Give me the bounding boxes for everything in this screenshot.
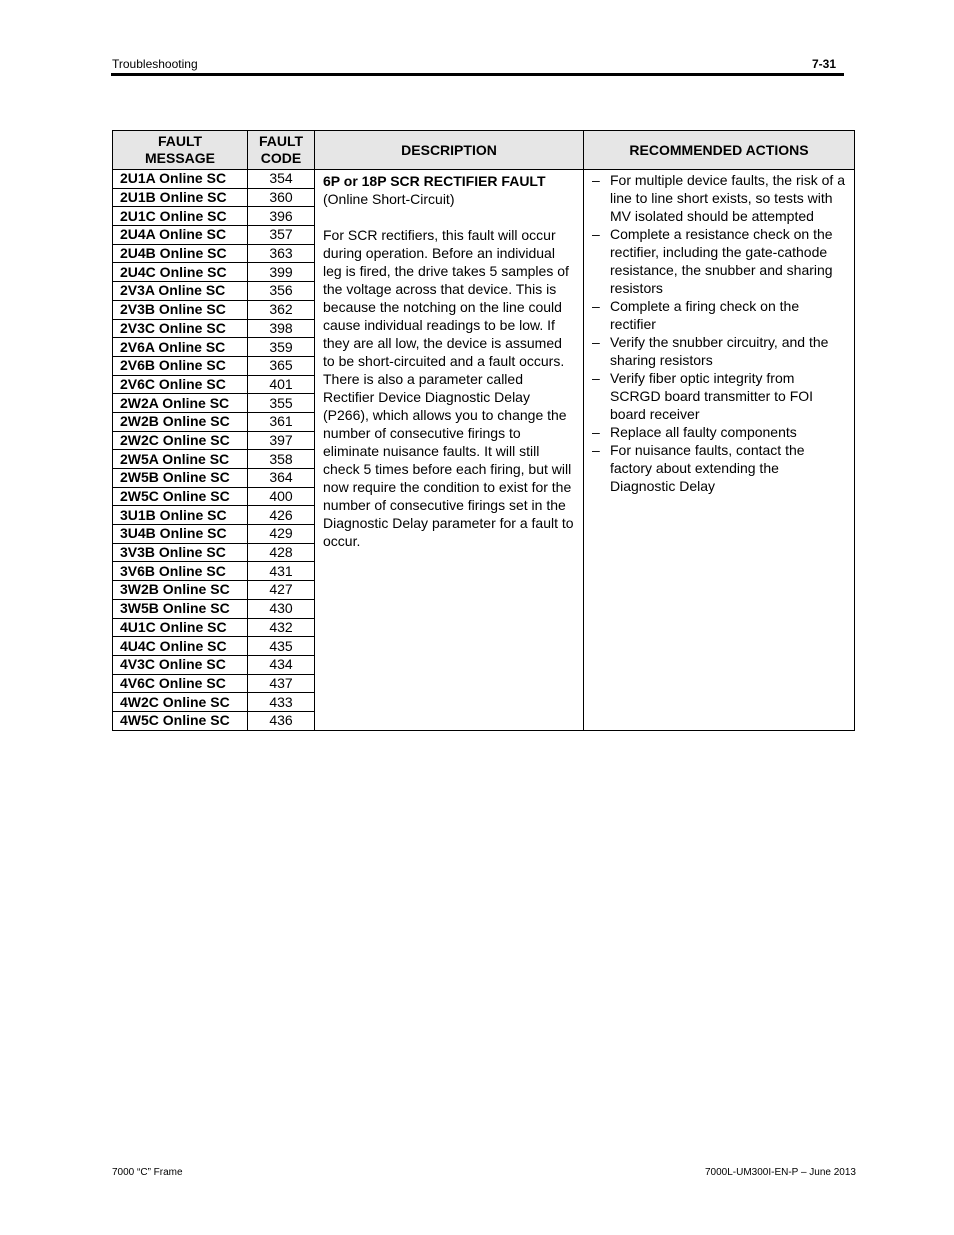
fault-code: 428 — [248, 543, 315, 562]
fault-message: 4U1C Online SC — [113, 618, 248, 637]
action-item — [592, 297, 848, 333]
description-cell — [315, 170, 584, 731]
fault-message: 2V3A Online SC — [113, 282, 248, 301]
col-header-fault-code: FAULT CODE — [248, 131, 315, 170]
fault-code: 358 — [248, 450, 315, 469]
fault-message: 3W2B Online SC — [113, 581, 248, 600]
recommended-actions-cell — [584, 170, 855, 731]
footer-left: 7000 “C” Frame — [112, 1167, 183, 1178]
fault-code: 426 — [248, 506, 315, 525]
fault-message: 4W5C Online SC — [113, 711, 248, 730]
fault-message: 2V6C Online SC — [113, 375, 248, 394]
fault-code: 397 — [248, 431, 315, 450]
fault-message: 3U1B Online SC — [113, 506, 248, 525]
fault-code: 427 — [248, 581, 315, 600]
fault-message: 3V6B Online SC — [113, 562, 248, 581]
fault-code: 401 — [248, 375, 315, 394]
fault-code: 398 — [248, 319, 315, 338]
dash-bullet: – — [592, 370, 600, 386]
fault-message: 2W5A Online SC — [113, 450, 248, 469]
dash-bullet: – — [592, 442, 600, 458]
fault-message: 2V6B Online SC — [113, 356, 248, 375]
fault-code: 361 — [248, 412, 315, 431]
footer-right: 7000L-UM300I-EN-P – June 2013 — [704, 1167, 856, 1178]
description-spacer — [323, 208, 577, 226]
fault-message: 3V3B Online SC — [113, 543, 248, 562]
header-section-title: Troubleshooting — [112, 57, 198, 71]
fault-code: 434 — [248, 655, 315, 674]
recommended-actions-list — [592, 171, 848, 495]
fault-code: 433 — [248, 693, 315, 712]
fault-message: 2W5B Online SC — [113, 469, 248, 488]
fault-table — [112, 130, 855, 731]
fault-message: 4U4C Online SC — [113, 637, 248, 656]
action-item — [592, 225, 848, 297]
fault-message: 2V3C Online SC — [113, 319, 248, 338]
fault-code: 360 — [248, 188, 315, 207]
fault-code: 400 — [248, 487, 315, 506]
fault-message: 4V6C Online SC — [113, 674, 248, 693]
fault-message: 2W2B Online SC — [113, 412, 248, 431]
fault-message: 2V3B Online SC — [113, 300, 248, 319]
fault-code: 357 — [248, 226, 315, 245]
header-rule — [111, 73, 844, 76]
fault-code: 396 — [248, 207, 315, 226]
fault-message: 2U4C Online SC — [113, 263, 248, 282]
fault-code: 364 — [248, 469, 315, 488]
fault-code: 362 — [248, 300, 315, 319]
action-text: For nuisance faults, contact the factory about extending the Diagnostic Delay — [610, 442, 805, 494]
action-text: Verify fiber optic integrity from SCRGD board transmitter to FOI board receiver — [610, 370, 814, 422]
fault-code: 435 — [248, 637, 315, 656]
action-text: Complete a firing check on the rectifier — [610, 298, 800, 332]
fault-code: 355 — [248, 394, 315, 413]
fault-code: 359 — [248, 338, 315, 357]
action-item — [592, 333, 848, 369]
action-text: Complete a resistance check on the rectifier, including the gate-cathode resistance, the snubber and sharing resistors — [610, 226, 833, 296]
fault-code: 436 — [248, 711, 315, 730]
fault-code: 363 — [248, 244, 315, 263]
fault-message: 4V3C Online SC — [113, 655, 248, 674]
fault-message: 2V6A Online SC — [113, 338, 248, 357]
action-item — [592, 171, 848, 225]
fault-code: 432 — [248, 618, 315, 637]
fault-code: 399 — [248, 263, 315, 282]
fault-message: 2W5C Online SC — [113, 487, 248, 506]
action-item — [592, 441, 848, 495]
col-header-description: DESCRIPTION — [315, 131, 584, 170]
col-header-recommended-actions: RECOMMENDED ACTIONS — [584, 131, 855, 170]
dash-bullet: – — [592, 334, 600, 350]
fault-message: 2U1C Online SC — [113, 207, 248, 226]
fault-code: 354 — [248, 170, 315, 189]
table-row — [113, 170, 855, 189]
dash-bullet: – — [592, 172, 600, 188]
fault-code: 429 — [248, 525, 315, 544]
action-text: For multiple device faults, the risk of a line to line short exists, so tests with MV isolated should be attempted — [610, 172, 845, 224]
fault-message: 3U4B Online SC — [113, 525, 248, 544]
fault-message: 4W2C Online SC — [113, 693, 248, 712]
fault-code: 437 — [248, 674, 315, 693]
fault-code: 356 — [248, 282, 315, 301]
fault-code: 365 — [248, 356, 315, 375]
fault-message: 3W5B Online SC — [113, 599, 248, 618]
fault-code: 431 — [248, 562, 315, 581]
dash-bullet: – — [592, 424, 600, 440]
action-item — [592, 369, 848, 423]
table-header-row — [113, 131, 855, 170]
header-page-number: 7-31 — [811, 57, 836, 71]
fault-message: 2W2A Online SC — [113, 394, 248, 413]
col-header-fault-message: FAULT MESSAGE — [113, 131, 248, 170]
action-text: Verify the snubber circuitry, and the sharing resistors — [610, 334, 829, 368]
action-item — [592, 423, 848, 441]
fault-message: 2W2C Online SC — [113, 431, 248, 450]
description-title: 6P or 18P SCR RECTIFIER FAULT — [323, 173, 546, 189]
fault-message: 2U1A Online SC — [113, 170, 248, 189]
dash-bullet: – — [592, 298, 600, 314]
description-subtitle: (Online Short-Circuit) — [323, 191, 455, 207]
fault-message: 2U1B Online SC — [113, 188, 248, 207]
fault-message: 2U4A Online SC — [113, 226, 248, 245]
action-text: Replace all faulty components — [610, 424, 797, 440]
description-body: For SCR rectifiers, this fault will occur during operation. Before an individual leg is fired, the drive takes 5 samples of the voltage across that device. This is because the notching on the line could cause individual readings to be low. If they are all low, the device is assumed to be short-circuited and a fault occurs. There is also a parameter called Rectifier Device Diagnostic Delay (P266), which allows you to change the number of consecutive firings to eliminate nuisance faults. It will still check 5 times before each firing, but will now require the condition to exist for the number of consecutive firings set in the Diagnostic Delay parameter for a fault to occur. — [323, 227, 574, 549]
fault-code: 430 — [248, 599, 315, 618]
dash-bullet: – — [592, 226, 600, 242]
fault-message: 2U4B Online SC — [113, 244, 248, 263]
